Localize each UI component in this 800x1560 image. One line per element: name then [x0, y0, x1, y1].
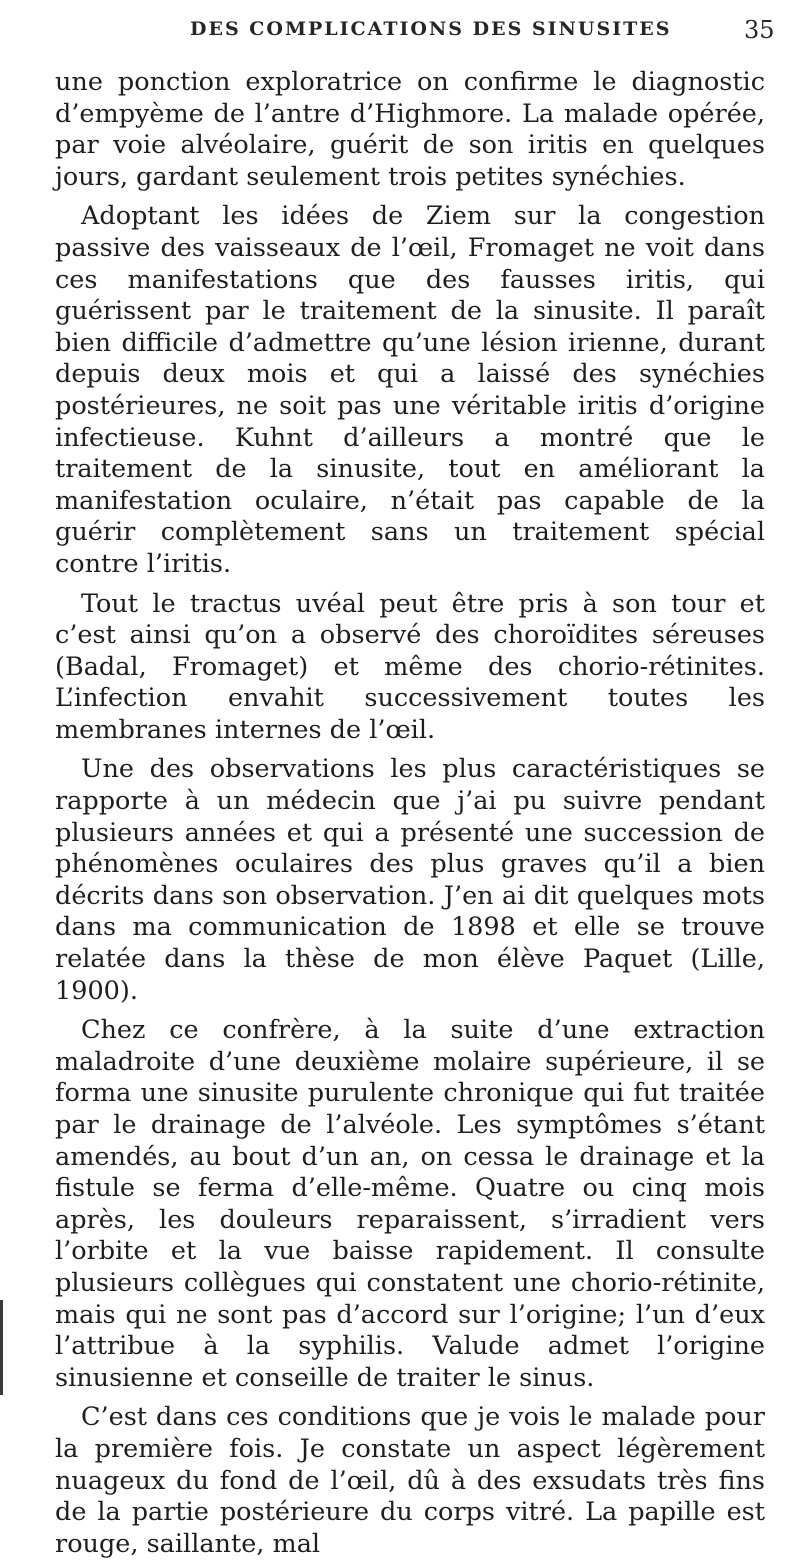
page-number: 35	[744, 16, 775, 44]
paragraph: Une des observations les plus caractéristiques se rapporte à un médecin que j’ai pu suivre pendant plusieurs années et qui a présenté une succession de phénomènes oculaires des plus graves qu’il a bien décrits dans son observation. J’en ai dit quelques mots dans ma communication de 1898 et elle se trouve relatée dans la thèse de mon élève Paquet (Lille, 1900).	[55, 754, 765, 1006]
page-edge-mark	[0, 1300, 3, 1395]
running-head	[0, 16, 800, 56]
paragraph: Tout le tractus uvéal peut être pris à son tour et c’est ainsi qu’on a observé des choroïdites séreuses (Badal, Fromaget) et même des chorio-rétinites. L’infection envahit successivement toutes les membranes internes de l’œil.	[55, 588, 765, 745]
paragraph: Adoptant les idées de Ziem sur la congestion passive des vaisseaux de l’œil, Fromaget ne voit dans ces manifestations que des fausses iritis, qui guérissent par le traitement de la sinusite. Il paraît bien difficile d’admettre qu’une lésion irienne, durant depuis deux mois et qui a laissé des synéchies postérieures, ne soit pas une véritable iritis d’origine infectieuse. Kuhnt d’ailleurs a montré que le traitement de la sinusite, tout en améliorant la manifestation oculaire, n’était pas capable de la guérir complètement sans un traitement spécial contre l’iritis.	[55, 201, 765, 579]
paragraph: une ponction exploratrice on confirme le diagnostic d’empyème de l’antre d’Highmore. La malade opérée, par voie alvéolaire, guérit de son iritis en quelques jours, gardant seulement trois petites synéchies.	[55, 67, 765, 192]
paragraph: Chez ce confrère, à la suite d’une extraction maladroite d’une deuxième molaire supérieure, il se forma une sinusite purulente chronique qui fut traitée par le drainage de l’alvéole. Les symptômes s’étant amendés, au bout d’un an, on cessa le drainage et la fistule se ferma d’elle-même. Quatre ou cinq mois après, les douleurs reparaissent, s’irradient vers l’orbite et la vue baisse rapidement. Il consulte plusieurs collègues qui constatent une chorio-rétinite, mais qui ne sont pas d’accord sur l’origine; l’un d’eux l’attribue à la syphilis. Valude admet l’origine sinusienne et conseille de traiter le sinus.	[55, 1015, 765, 1393]
running-title: DES COMPLICATIONS DES SINUSITES	[190, 18, 672, 40]
body-text	[55, 67, 765, 1560]
paragraph: C’est dans ces conditions que je vois le malade pour la première fois. Je constate un aspect légèrement nuageux du fond de l’œil, dû à des exsudats très fins de la partie postérieure du corps vitré. La papille est rouge, saillante, mal	[55, 1402, 765, 1559]
